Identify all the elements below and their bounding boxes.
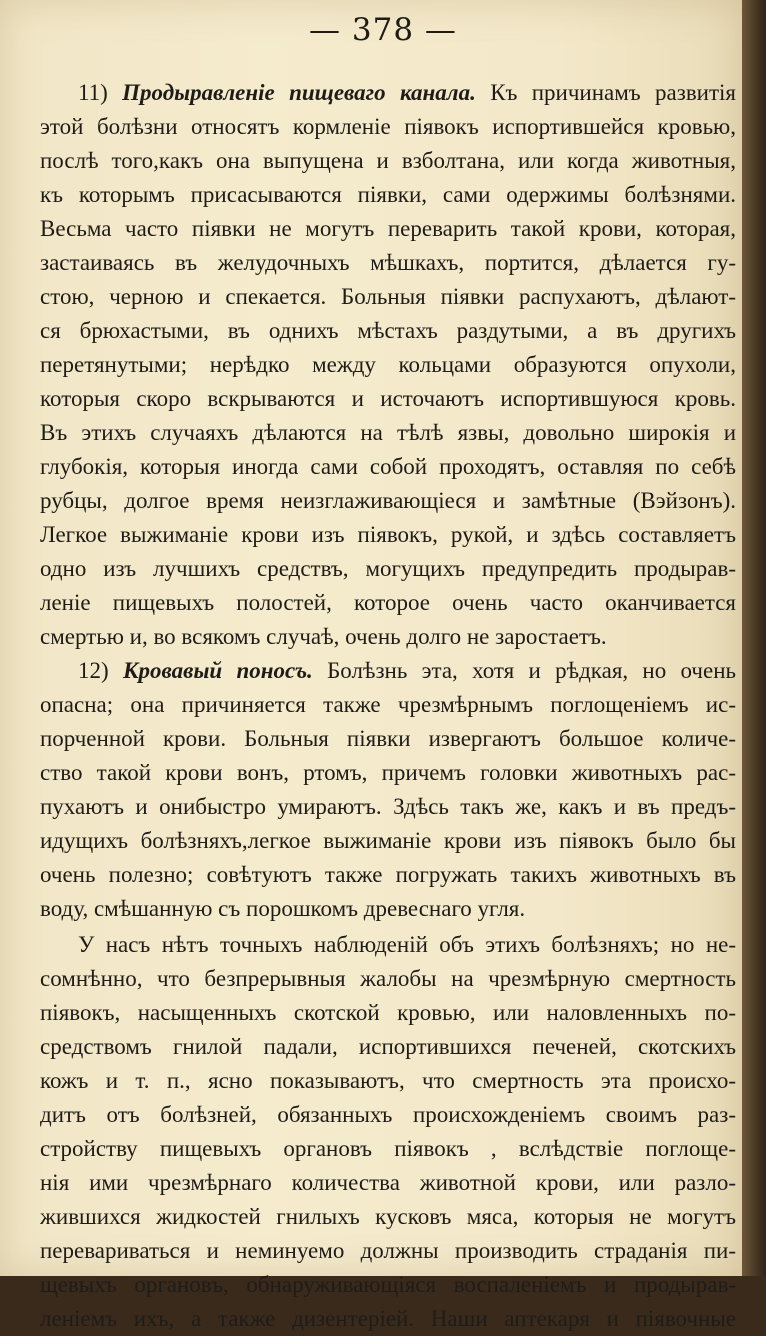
text-line: опасна; она причиняется также чрезмѣрнымъ поглощеніемъ ис- <box>40 692 736 717</box>
text-line: Весьма часто піявки не могутъ переварить такой крови, которая, <box>40 216 736 241</box>
text-line: сомнѣнно, что безпрерывныя жалобы на чрезмѣрную смертность <box>40 966 736 991</box>
text-line: идущихъ болѣзняхъ,легкое выжиманіе крови изъ піявокъ было бы <box>40 828 736 853</box>
text-line: леніемъ ихъ, а также дизентеріей. Наши аптекаря и піявочные <box>40 1306 736 1331</box>
text-line: ство такой крови вонъ, ртомъ, причемъ головки животныхъ рас- <box>40 760 736 785</box>
text-line: глубокія, которыя иногда сами собой проходятъ, оставляя по себѣ <box>40 454 736 479</box>
text-line: стройству пищевыхъ органовъ піявокъ , вслѣдствіе поглоще- <box>40 1136 736 1161</box>
text-line: перетянутыми; нерѣдко между кольцами образуются опухоли, <box>40 352 736 377</box>
page-edge-shadow <box>742 0 766 1276</box>
section-12-first-line-text: Болѣзнь эта, хотя и рѣдкая, но очень <box>327 658 736 683</box>
text-line: воду, смѣшанную съ порошкомъ древеснаго угля. <box>40 896 526 921</box>
text-line: порченной крови. Больныя піявки извергаютъ большое количе- <box>40 726 736 751</box>
text-line: стою, черною и спекается. Больныя піявки распухаютъ, дѣлают- <box>40 284 736 309</box>
text-line: Легкое выжиманіе крови изъ піявокъ, рукой, и здѣсь составляетъ <box>40 522 736 547</box>
section-11-title: Продыравленіе пищеваго канала. <box>122 80 476 105</box>
section-11-first-line <box>40 76 736 110</box>
text-line: піявокъ, насыщенныхъ скотской кровью, или наловленныхъ по- <box>40 1000 736 1025</box>
text-line: ся брюхастыми, въ однихъ мѣстахъ раздутыми, а въ другихъ <box>40 318 736 343</box>
text-line: Въ этихъ случаяхъ дѣлаются на тѣлѣ язвы, довольно широкія и <box>40 420 736 445</box>
section-12-label: 12) <box>78 658 109 683</box>
page-number: — 378 — <box>309 12 457 48</box>
text-line: перевариваться и неминуемо должны производить страданія пи- <box>40 1238 736 1263</box>
closing-first-line: У насъ нѣтъ точныхъ наблюденій объ этихъ болѣзняхъ; но не- <box>78 932 736 957</box>
text-line: жившихся жидкостей гнилыхъ кусковъ мяса, которыя не могутъ <box>40 1204 736 1229</box>
text-line: нія ими чрезмѣрнаго количества животной крови, или разло- <box>40 1170 736 1195</box>
section-12-first-line <box>40 654 736 688</box>
text-line: дитъ отъ болѣзней, обязанныхъ происхожденіемъ своимъ раз- <box>40 1102 736 1127</box>
text-line: средствомъ гнилой падали, испортившихся печеней, скотскихъ <box>40 1034 736 1059</box>
text-line: одно изъ лучшихъ средствъ, могущихъ предупредить продырав- <box>40 556 736 581</box>
text-line: очень полезно; совѣтуютъ также погружать такихъ животныхъ въ <box>40 862 736 887</box>
body-text <box>40 76 736 1336</box>
text-line: застаиваясь въ желудочныхъ мѣшкахъ, портится, дѣлается гу- <box>40 250 736 275</box>
text-line: рубцы, долгое время неизглаживающіеся и замѣтные (Вэйзонъ). <box>40 488 736 513</box>
text-line: этой болѣзни относятъ кормленіе піявокъ испортившейся кровью, <box>40 114 736 139</box>
text-line: которыя скоро вскрываются и источаютъ испортившуюся кровь. <box>40 386 736 411</box>
text-line: къ которымъ присасываются піявки, сами одержимы болѣзнями. <box>40 182 736 207</box>
text-line: кожъ и т. п., ясно показываютъ, что смертность эта происхо- <box>40 1068 736 1093</box>
text-line: леніе пищевыхъ полостей, которое очень часто оканчивается <box>40 590 736 615</box>
text-line: щевыхъ органовъ, обнаруживающіяся воспаленіемъ и продырав- <box>40 1272 736 1297</box>
text-line: смертью и, во всякомъ случаѣ, очень долго не заростаетъ. <box>40 624 607 649</box>
section-11-label: 11) <box>78 80 108 105</box>
section-12-title: Кровавый поносъ. <box>122 658 313 683</box>
section-11-first-line-text: Къ причинамъ развитія <box>490 80 736 105</box>
text-line: послѣ того,какъ она выпущена и взболтана, или когда животныя, <box>40 148 736 173</box>
text-line: пухаютъ и онибыстро умираютъ. Здѣсь такъ же, какъ и въ предъ- <box>40 794 736 819</box>
